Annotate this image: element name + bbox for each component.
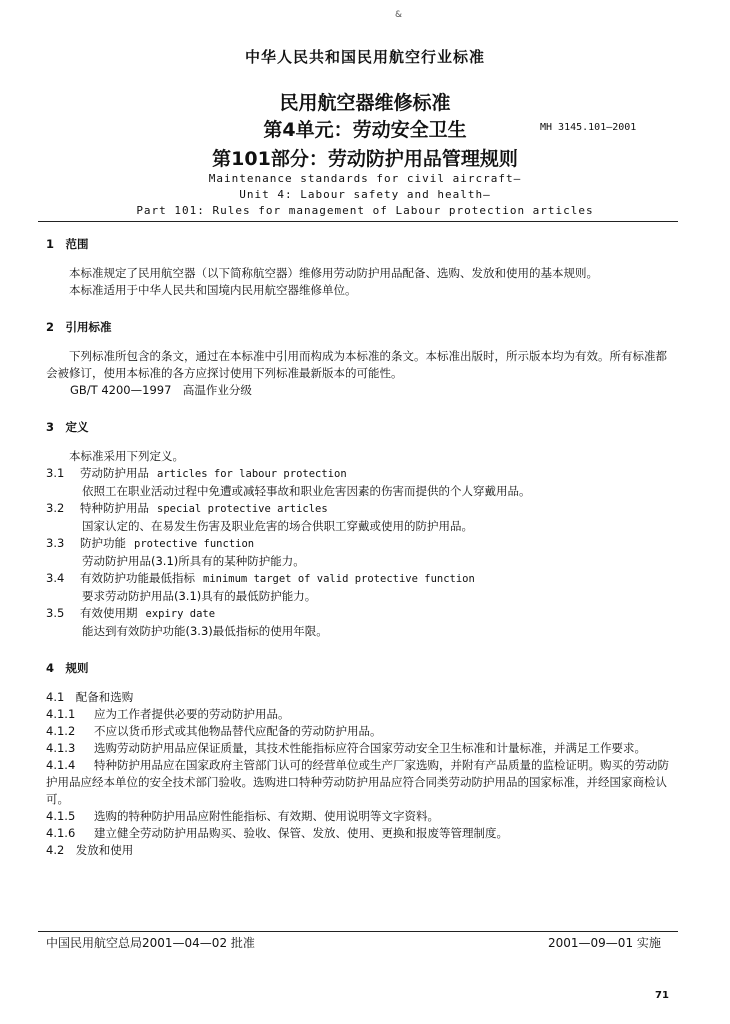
rule-number: 4.1.3: [46, 741, 76, 755]
definition-text: 国家认定的、在易发生伤害及职业危害的场合供职工穿戴或使用的防护用品。: [82, 519, 473, 533]
subsection-heading: 4.2 发放和使用: [46, 843, 134, 857]
definition-text: 劳动防护用品(3.1)所具有的某种防护能力。: [82, 554, 305, 568]
standard-category-header: 中华人民共和国民用航空行业标准: [244, 48, 485, 66]
referenced-standard: GB/T 4200—1997 高温作业分级: [70, 383, 252, 397]
definition-term: 有效使用期: [80, 606, 138, 620]
definition-number: 3.5: [46, 606, 65, 620]
definition-term-english: articles for labour protection: [157, 468, 347, 480]
section-4-heading: 4 规则: [46, 661, 89, 675]
definition-item: [46, 605, 676, 640]
definition-item: [46, 465, 676, 500]
rule-number: 4.1.1: [46, 707, 76, 721]
rule-number: 4.1.5: [46, 809, 76, 823]
definition-term: 有效防护功能最低指标: [80, 571, 195, 585]
english-title-line-3: Part 101: Rules for management of Labour protection articles: [136, 204, 594, 217]
subsection-heading: 4.1 配备和选购: [46, 690, 134, 704]
rule-text: 特种防护用品应在国家政府主管部门认可的经营单位或生产厂家选购，并附有产品质量的监检证明。购买的劳动防护用品应经本单位的安全技术部门验收。选购进口特种劳动防护用品应符合同类劳动防护用品的国家标准，并经国家商检认可。: [46, 758, 669, 806]
definition-number: 3.4: [46, 571, 65, 585]
scan-mark: &: [395, 10, 403, 20]
footer-divider: [38, 931, 678, 932]
section-2-paragraph: 下列标准所包含的条文，通过在本标准中引用而构成为本标准的条文。本标准出版时，所示版本均为有效。所有标准都会被修订，使用本标准的各方应探讨使用下列标准最新版本的可能性。: [46, 349, 667, 380]
definition-term: 特种防护用品: [80, 501, 149, 515]
english-title-line-1: Maintenance standards for civil aircraft—: [208, 172, 522, 185]
section-1-paragraph: 本标准适用于中华人民共和国境内民用航空器维修单位。: [69, 283, 357, 297]
section-1-paragraph: 本标准规定了民用航空器（以下简称航空器）维修用劳动防护用品配备、选购、发放和使用的基本规则。: [69, 266, 598, 280]
definition-text: 要求劳动防护用品(3.1)具有的最低防护能力。: [82, 589, 317, 603]
section-3-heading: 3 定义: [46, 420, 89, 434]
document-body: [46, 236, 676, 859]
definition-term-english: protective function: [134, 538, 255, 550]
english-title-line-2: Unit 4: Labour safety and health—: [239, 188, 491, 201]
definition-term: 劳动防护用品: [80, 466, 149, 480]
definition-item: [46, 500, 676, 535]
page-number: 71: [655, 990, 669, 1001]
definition-term: 防护功能: [80, 536, 126, 550]
definition-number: 3.1: [46, 466, 65, 480]
rule-text: 选购劳动防护用品应保证质量，其技术性能指标应符合国家劳动安全卫生标准和计量标准，并满足工作要求。: [94, 741, 646, 755]
definition-term-english: minimum target of valid protective function: [203, 573, 475, 585]
rule-item: [46, 808, 676, 825]
section-1-heading: 1 范围: [46, 237, 89, 251]
definition-term-english: expiry date: [145, 608, 216, 620]
section-2-heading: 2 引用标准: [46, 320, 112, 334]
rule-number: 4.1.4: [46, 758, 76, 772]
definition-term-english: special protective articles: [157, 503, 328, 515]
rule-item: [46, 825, 676, 842]
rule-number: 4.1.2: [46, 724, 76, 738]
definition-item: [46, 570, 676, 605]
definition-text: 依照工在职业活动过程中免遭或减轻事故和职业危害因素的伤害而提供的个人穿戴用品。: [82, 484, 531, 498]
title-line-1: 民用航空器维修标准: [279, 92, 451, 114]
title-line-2: 第4单元：劳动安全卫生: [263, 119, 467, 141]
standard-number: MH 3145.101—2001: [540, 122, 637, 133]
section-3-intro: 本标准采用下列定义。: [69, 449, 184, 463]
rule-number: 4.1.6: [46, 826, 76, 840]
rule-item: [46, 757, 676, 808]
rule-text: 建立健全劳动防护用品购买、验收、保管、发放、使用、更换和报废等管理制度。: [94, 826, 508, 840]
definition-number: 3.2: [46, 501, 65, 515]
rule-item: [46, 706, 676, 723]
rule-item: [46, 740, 676, 757]
header-divider: [38, 221, 678, 222]
definition-item: [46, 535, 676, 570]
approval-date: 中国民用航空总局2001—04—02 批准: [46, 936, 255, 950]
rule-text: 应为工作者提供必要的劳动防护用品。: [94, 707, 290, 721]
definition-number: 3.3: [46, 536, 65, 550]
rule-text: 选购的特种防护用品应附性能指标、有效期、使用说明等文字资料。: [94, 809, 439, 823]
definition-text: 能达到有效防护功能(3.3)最低指标的使用年限。: [82, 624, 328, 638]
effective-date: 2001—09—01 实施: [548, 936, 661, 950]
rule-text: 不应以货币形式或其他物品替代应配备的劳动防护用品。: [94, 724, 382, 738]
title-line-3: 第101部分：劳动防护用品管理规则: [212, 148, 518, 170]
rule-item: [46, 723, 676, 740]
